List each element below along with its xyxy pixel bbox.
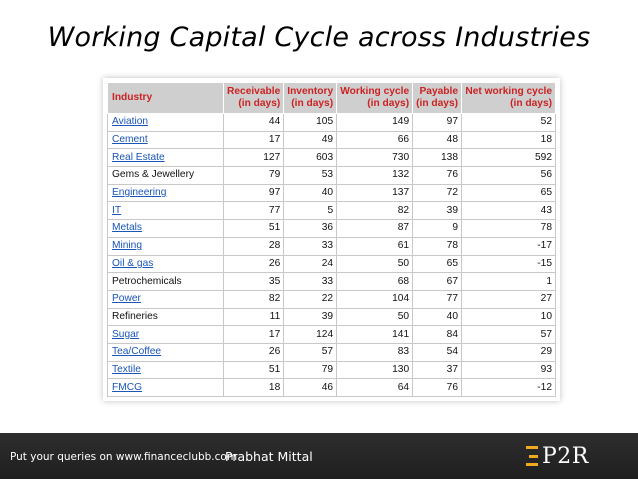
inventory-cell: 39 xyxy=(284,308,337,326)
table-row xyxy=(108,131,556,149)
header-payable xyxy=(413,83,462,114)
industry-link[interactable]: Tea/Coffee xyxy=(112,346,162,358)
receivable-cell: 28 xyxy=(224,237,284,255)
industry-cell xyxy=(108,202,224,220)
receivable-cell: 97 xyxy=(224,184,284,202)
working-capital-table xyxy=(107,82,556,397)
working-cycle-cell: 137 xyxy=(337,184,413,202)
industry-link[interactable]: Power xyxy=(112,293,141,305)
industry-link[interactable]: IT xyxy=(112,204,122,216)
p2r-logo xyxy=(526,441,589,471)
table-row xyxy=(108,149,556,167)
industry-cell xyxy=(108,149,224,167)
net-cell: 18 xyxy=(462,131,556,149)
working-cycle-cell: 141 xyxy=(337,326,413,344)
payable-cell: 37 xyxy=(413,361,462,379)
working-cycle-cell: 68 xyxy=(337,273,413,291)
header-inventory-line1: Inventory xyxy=(287,86,334,97)
table-row xyxy=(108,379,556,397)
inventory-cell: 36 xyxy=(284,220,337,238)
working-cycle-cell: 83 xyxy=(337,343,413,361)
header-receivable xyxy=(224,83,284,114)
inventory-cell: 24 xyxy=(284,255,337,273)
payable-cell: 138 xyxy=(413,149,462,167)
industry-cell xyxy=(108,255,224,273)
net-cell: 43 xyxy=(462,202,556,220)
inventory-cell: 46 xyxy=(284,379,337,397)
industry-cell xyxy=(108,114,224,132)
payable-cell: 76 xyxy=(413,167,462,185)
receivable-cell: 51 xyxy=(224,361,284,379)
industry-cell xyxy=(108,184,224,202)
table-row xyxy=(108,273,556,291)
industry-cell xyxy=(108,361,224,379)
header-working-cycle-line1: Working cycle xyxy=(340,86,410,97)
net-cell: 10 xyxy=(462,308,556,326)
table-image xyxy=(103,78,560,401)
industry-cell xyxy=(108,379,224,397)
table-row xyxy=(108,202,556,220)
header-working-cycle xyxy=(337,83,413,114)
receivable-cell: 35 xyxy=(224,273,284,291)
header-working-cycle-line2: (in days) xyxy=(367,98,410,109)
table-row xyxy=(108,114,556,132)
industry-label: Gems & Jewellery xyxy=(112,169,195,181)
working-cycle-cell: 87 xyxy=(337,220,413,238)
receivable-cell: 26 xyxy=(224,255,284,273)
industry-label: Refineries xyxy=(112,310,158,322)
table-body xyxy=(108,114,556,397)
payable-cell: 40 xyxy=(413,308,462,326)
industry-link[interactable]: Real Estate xyxy=(112,151,165,163)
table-row xyxy=(108,343,556,361)
working-cycle-cell: 130 xyxy=(337,361,413,379)
net-cell: -17 xyxy=(462,237,556,255)
table-row xyxy=(108,220,556,238)
receivable-cell: 26 xyxy=(224,343,284,361)
receivable-cell: 79 xyxy=(224,167,284,185)
payable-cell: 48 xyxy=(413,131,462,149)
net-cell: -12 xyxy=(462,379,556,397)
inventory-cell: 53 xyxy=(284,167,337,185)
header-inventory-line2: (in days) xyxy=(291,98,334,109)
inventory-cell: 79 xyxy=(284,361,337,379)
industry-cell xyxy=(108,326,224,344)
header-net-working-cycle xyxy=(462,83,556,114)
working-cycle-cell: 104 xyxy=(337,290,413,308)
header-inventory xyxy=(284,83,337,114)
working-cycle-cell: 61 xyxy=(337,237,413,255)
inventory-cell: 5 xyxy=(284,202,337,220)
industry-link[interactable]: Sugar xyxy=(112,328,140,340)
table-header-row xyxy=(108,83,556,114)
working-cycle-cell: 50 xyxy=(337,308,413,326)
industry-cell xyxy=(108,343,224,361)
inventory-cell: 22 xyxy=(284,290,337,308)
receivable-cell: 51 xyxy=(224,220,284,238)
three-bar-mark-icon xyxy=(526,446,538,466)
industry-link[interactable]: Oil & gas xyxy=(112,257,154,269)
industry-cell xyxy=(108,308,224,326)
payable-cell: 67 xyxy=(413,273,462,291)
header-net-working-cycle-line2: (in days) xyxy=(510,98,552,109)
table-row xyxy=(108,184,556,202)
working-cycle-cell: 149 xyxy=(337,114,413,132)
industry-link[interactable]: Mining xyxy=(112,240,143,252)
header-receivable-line1: Receivable xyxy=(227,86,281,97)
net-cell: 56 xyxy=(462,167,556,185)
header-industry: Industry xyxy=(108,83,224,114)
net-cell: 592 xyxy=(462,149,556,167)
header-receivable-line2: (in days) xyxy=(238,98,281,109)
receivable-cell: 82 xyxy=(224,290,284,308)
working-cycle-cell: 82 xyxy=(337,202,413,220)
net-cell: 78 xyxy=(462,220,556,238)
industry-link[interactable]: Textile xyxy=(112,363,141,375)
industry-cell xyxy=(108,273,224,291)
payable-cell: 76 xyxy=(413,379,462,397)
inventory-cell: 603 xyxy=(284,149,337,167)
header-payable-line2: (in days) xyxy=(416,98,458,109)
industry-cell xyxy=(108,220,224,238)
working-cycle-cell: 66 xyxy=(337,131,413,149)
net-cell: 57 xyxy=(462,326,556,344)
payable-cell: 72 xyxy=(413,184,462,202)
industry-label: Petrochemicals xyxy=(112,275,182,287)
table-row xyxy=(108,326,556,344)
receivable-cell: 77 xyxy=(224,202,284,220)
receivable-cell: 127 xyxy=(224,149,284,167)
working-cycle-cell: 64 xyxy=(337,379,413,397)
receivable-cell: 11 xyxy=(224,308,284,326)
table-row xyxy=(108,167,556,185)
industry-link[interactable]: Aviation xyxy=(112,116,149,128)
industry-link[interactable]: Cement xyxy=(112,134,148,146)
net-cell: 65 xyxy=(462,184,556,202)
header-net-working-cycle-line1: Net working cycle xyxy=(465,86,552,97)
payable-cell: 9 xyxy=(413,220,462,238)
footer-author: Prabhat Mittal xyxy=(225,449,313,464)
logo-text: P2R xyxy=(542,443,589,469)
payable-cell: 54 xyxy=(413,343,462,361)
table-row xyxy=(108,237,556,255)
receivable-cell: 17 xyxy=(224,326,284,344)
payable-cell: 78 xyxy=(413,237,462,255)
net-cell: 1 xyxy=(462,273,556,291)
payable-cell: 84 xyxy=(413,326,462,344)
table-row xyxy=(108,290,556,308)
inventory-cell: 105 xyxy=(284,114,337,132)
payable-cell: 39 xyxy=(413,202,462,220)
inventory-cell: 124 xyxy=(284,326,337,344)
industry-link[interactable]: Engineering xyxy=(112,187,167,199)
net-cell: -15 xyxy=(462,255,556,273)
industry-cell xyxy=(108,290,224,308)
industry-cell xyxy=(108,167,224,185)
working-cycle-cell: 730 xyxy=(337,149,413,167)
receivable-cell: 17 xyxy=(224,131,284,149)
slide-title: Working Capital Cycle across Industries xyxy=(47,22,591,53)
net-cell: 27 xyxy=(462,290,556,308)
net-cell: 93 xyxy=(462,361,556,379)
payable-cell: 77 xyxy=(413,290,462,308)
receivable-cell: 18 xyxy=(224,379,284,397)
table-row xyxy=(108,361,556,379)
footer-bar xyxy=(0,433,638,479)
payable-cell: 97 xyxy=(413,114,462,132)
industry-link[interactable]: FMCG xyxy=(112,381,142,393)
table-row xyxy=(108,255,556,273)
industry-cell xyxy=(108,237,224,255)
working-cycle-cell: 50 xyxy=(337,255,413,273)
net-cell: 29 xyxy=(462,343,556,361)
inventory-cell: 40 xyxy=(284,184,337,202)
inventory-cell: 49 xyxy=(284,131,337,149)
working-cycle-cell: 132 xyxy=(337,167,413,185)
net-cell: 52 xyxy=(462,114,556,132)
table-row xyxy=(108,308,556,326)
industry-link[interactable]: Metals xyxy=(112,222,143,234)
inventory-cell: 33 xyxy=(284,237,337,255)
inventory-cell: 33 xyxy=(284,273,337,291)
footer-queries-text: Put your queries on www.financeclubb.com xyxy=(10,451,238,463)
inventory-cell: 57 xyxy=(284,343,337,361)
payable-cell: 65 xyxy=(413,255,462,273)
receivable-cell: 44 xyxy=(224,114,284,132)
header-payable-line1: Payable xyxy=(419,86,458,97)
industry-cell xyxy=(108,131,224,149)
